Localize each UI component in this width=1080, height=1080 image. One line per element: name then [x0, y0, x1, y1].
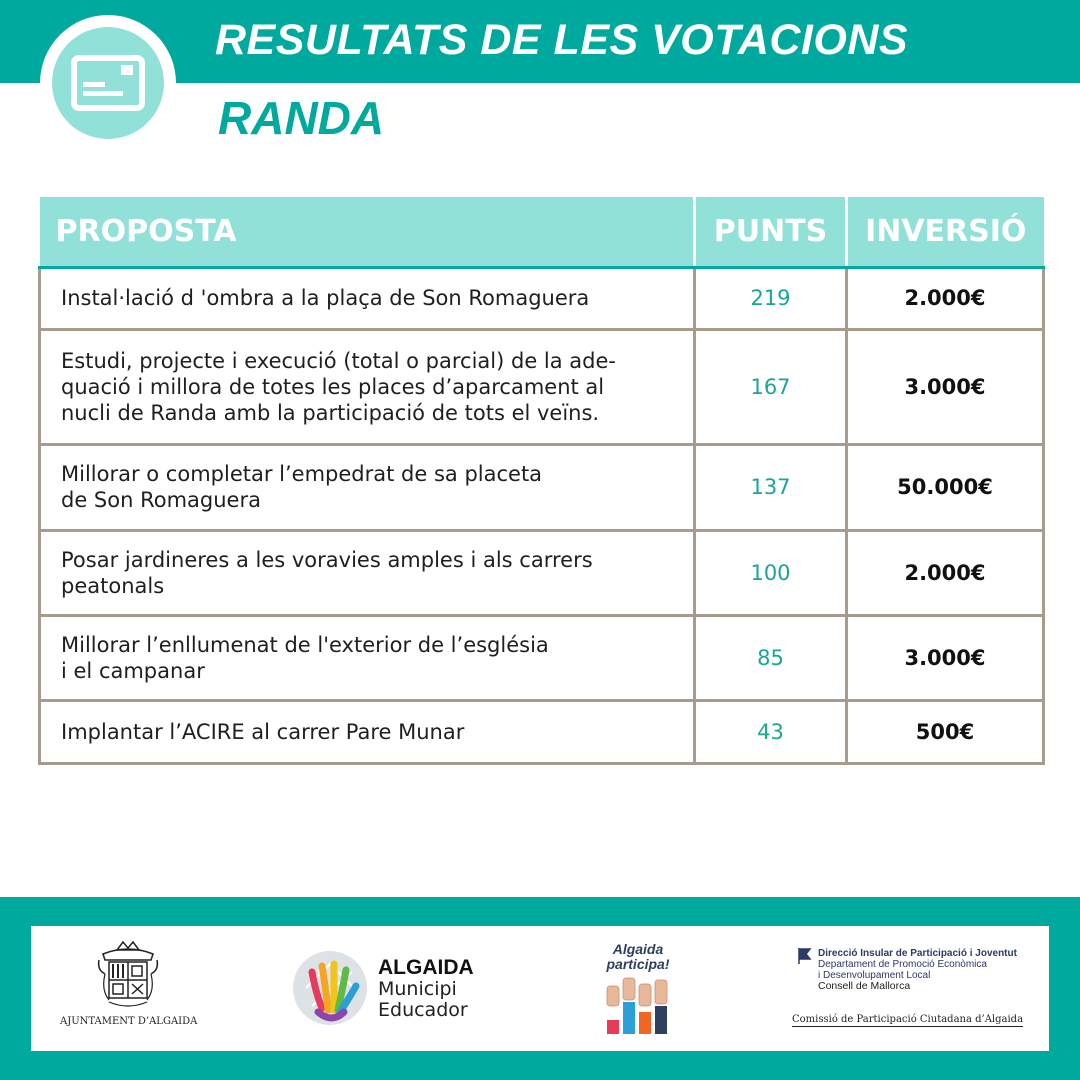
raised-hands-icon: [603, 976, 673, 1034]
consell-line: Departament de Promoció Econòmica: [818, 959, 987, 970]
points-cell: 137: [695, 444, 847, 530]
investment-cell: 2.000€: [847, 530, 1044, 615]
proposal-line: peatonals: [61, 573, 165, 598]
column-header-punts: PUNTS: [695, 197, 847, 267]
municipi-educador-tagline: [378, 979, 468, 1021]
consell-line: Direcció Insular de Participació i Joventut: [818, 948, 1017, 959]
proposal-cell: [40, 267, 695, 329]
proposal-line: nucli de Randa amb la participació de tots el veïns.: [61, 400, 600, 425]
table-row: [40, 700, 1044, 763]
proposal-cell: [40, 329, 695, 444]
consell-line: i Desenvolupament Local: [818, 970, 931, 981]
column-header-proposta: PROPOSTA: [40, 197, 695, 267]
table-row: [40, 267, 1044, 329]
page-subtitle: RANDA: [218, 92, 385, 144]
points-cell: 85: [695, 615, 847, 700]
points-cell: 219: [695, 267, 847, 329]
consell-line: Consell de Mallorca: [818, 980, 911, 992]
ajuntament-name: AJUNTAMENT D’ALGAIDA: [60, 1016, 198, 1027]
investment-cell: 2.000€: [847, 267, 1044, 329]
table-row: [40, 615, 1044, 700]
proposal-line: Posar jardineres a les voravies amples i als carrers: [61, 547, 593, 572]
points-cell: 100: [695, 530, 847, 615]
tagline-line: Municipi: [378, 978, 457, 1000]
table-header-row: [40, 197, 1044, 267]
proposal-line: i el campanar: [61, 658, 205, 683]
table-row: [40, 329, 1044, 444]
investment-cell: 50.000€: [847, 444, 1044, 530]
investment-cell: 3.000€: [847, 329, 1044, 444]
results-table: [38, 197, 1045, 765]
column-header-inversio: INVERSIÓ: [847, 197, 1044, 267]
proposal-line: quació i millora de totes les places d’aparcament al: [61, 374, 605, 399]
proposal-cell: [40, 700, 695, 763]
coat-of-arms-icon: [95, 940, 161, 1014]
page-title: RESULTATS DE LES VOTACIONS: [215, 16, 909, 64]
proposal-line: Instal·lació d 'ombra a la plaça de Son Romaguera: [61, 286, 590, 310]
municipi-educador-logo: [292, 950, 482, 1030]
ajuntament-logo: [60, 940, 198, 1035]
proposal-cell: [40, 530, 695, 615]
proposal-cell: [40, 615, 695, 700]
table-row: [40, 530, 1044, 615]
proposal-line: Millorar l’enllumenat de l'exterior de l’església: [61, 632, 549, 657]
proposal-line: de Son Romaguera: [61, 488, 261, 512]
investment-cell: 500€: [847, 700, 1044, 763]
municipi-educador-name: ALGAIDA: [378, 956, 474, 979]
table-row: [40, 444, 1044, 530]
proposal-line: Millorar o completar l’empedrat de sa placeta: [61, 462, 543, 486]
participa-line: participa!: [606, 956, 670, 972]
points-cell: 43: [695, 700, 847, 763]
hand-globe-icon: [292, 950, 372, 1030]
proposal-cell: [40, 444, 695, 530]
comissio-participacio: Comissió de Participació Ciutadana d’Algaida: [792, 1014, 1024, 1025]
participa-line: Algaida: [612, 941, 664, 957]
tagline-line: Educador: [378, 999, 468, 1021]
points-cell: 167: [695, 329, 847, 444]
algaida-participa-logo: [598, 942, 678, 1037]
investment-cell: 3.000€: [847, 615, 1044, 700]
proposal-line: Implantar l’ACIRE al carrer Pare Munar: [61, 719, 465, 744]
consell-insular-logo: [792, 946, 1038, 1036]
flag-icon: [798, 948, 812, 964]
proposal-line: Estudi, projecte i execució (total o parcial) de la ade-: [61, 348, 617, 373]
ballot-card-icon: [52, 27, 164, 139]
